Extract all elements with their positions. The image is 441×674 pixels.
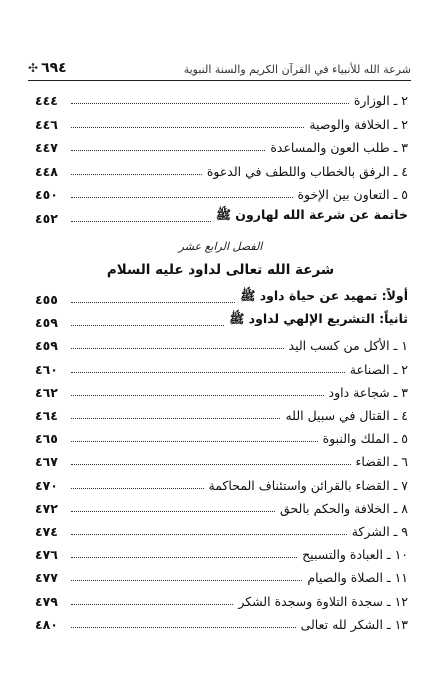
toc-entry bbox=[35, 206, 408, 226]
toc-entry-page: ٤٨٠ bbox=[35, 616, 58, 632]
dot-leader bbox=[71, 580, 302, 581]
dot-leader bbox=[71, 302, 235, 303]
dot-leader bbox=[71, 557, 297, 558]
toc-entry bbox=[35, 589, 408, 609]
dot-leader bbox=[71, 325, 224, 326]
dot-leader bbox=[71, 348, 284, 349]
dot-leader bbox=[71, 441, 318, 442]
toc-entry bbox=[35, 88, 408, 108]
dot-leader bbox=[71, 127, 304, 128]
toc-entry-title: ١٣ ـ الشكر لله تعالى bbox=[300, 616, 408, 632]
toc-entry bbox=[35, 496, 408, 516]
toc-entry-title: ٢ ـ الصناعة bbox=[349, 361, 408, 377]
toc-entry bbox=[35, 519, 408, 539]
toc-entry-title: ثانياً: التشريع الإلهي لداود ﷺ bbox=[229, 311, 408, 327]
toc-entry-page: ٤٧٦ bbox=[35, 547, 58, 563]
toc-entry-page: ٤٦٢ bbox=[35, 384, 58, 400]
toc-entry-page: ٤٦٧ bbox=[35, 454, 58, 470]
toc-entry-title: ٧ ـ القضاء بالقرائن واستئناف المحاكمة bbox=[208, 477, 408, 493]
toc-entry-title: ٣ ـ طلب العون والمساعدة bbox=[270, 140, 408, 155]
dot-leader bbox=[71, 221, 211, 222]
dot-leader bbox=[71, 150, 265, 151]
dot-leader bbox=[71, 103, 349, 104]
toc-entry-page: ٤٤٤ bbox=[35, 93, 58, 108]
toc-entry-page: ٤٦٠ bbox=[35, 361, 58, 377]
dot-leader bbox=[71, 534, 347, 535]
toc-entry bbox=[35, 565, 408, 585]
toc-entry bbox=[35, 112, 408, 132]
toc-entry bbox=[35, 449, 408, 469]
toc-entry-title: ٢ ـ الخلافة والوصية bbox=[309, 116, 408, 132]
ornament-icon: ✣ bbox=[28, 61, 39, 75]
dot-leader bbox=[71, 604, 233, 605]
dot-leader bbox=[71, 395, 324, 396]
dot-leader bbox=[71, 511, 275, 512]
page-number-group bbox=[28, 60, 67, 76]
dot-leader bbox=[71, 174, 202, 175]
dot-leader bbox=[71, 627, 296, 628]
toc-entry-title: أولاً: تمهيد عن حياة داود ﷺ bbox=[240, 288, 408, 303]
toc-entry-title: ١٢ ـ سجدة التلاوة وسجدة الشكر bbox=[238, 593, 408, 609]
toc-entry-page: ٤٥٠ bbox=[35, 187, 58, 202]
toc-entry-title: ٥ ـ التعاون بين الإخوة bbox=[297, 187, 408, 202]
toc-entry-title: ٤ ـ الرفق بالخطاب واللطف في الدعوة bbox=[206, 163, 408, 179]
toc-entry bbox=[35, 357, 408, 377]
toc-entry-title: ٤ ـ القتال في سبيل الله bbox=[285, 408, 408, 423]
toc-entry bbox=[35, 426, 408, 446]
toc-entry bbox=[35, 542, 408, 562]
toc-entry-page: ٤٥٩ bbox=[35, 338, 58, 354]
toc-entry-page: ٤٦٥ bbox=[35, 431, 58, 447]
toc-entry-page: ٤٧٩ bbox=[35, 593, 58, 609]
toc-entry-title: ١٠ ـ العبادة والتسبيح bbox=[302, 547, 408, 563]
page-number: ٦٩٤ bbox=[41, 60, 67, 76]
toc-entry bbox=[35, 473, 408, 493]
toc-entry bbox=[35, 333, 408, 353]
toc-entry-page: ٤٥٥ bbox=[35, 292, 58, 307]
running-title: شرعة الله للأنبياء في القرآن الكريم والسنة النبوية bbox=[183, 63, 411, 76]
toc-entry-title: ٦ ـ القضاء bbox=[355, 454, 408, 470]
dot-leader bbox=[71, 197, 293, 198]
chapter-title: شرعة الله تعالى لداود عليه السلام bbox=[106, 262, 335, 278]
toc-entry-title: ٣ ـ شجاعة داود bbox=[328, 384, 408, 400]
toc-entry-title: ١١ ـ الصلاة والصيام bbox=[307, 570, 408, 586]
toc-entry-page: ٤٥٩ bbox=[35, 315, 58, 331]
toc-entry-page: ٤٤٦ bbox=[35, 116, 58, 132]
toc-entry-title: ٨ ـ الخلافة والحكم بالحق bbox=[280, 500, 408, 516]
toc-entry bbox=[35, 310, 408, 330]
toc-entry-page: ٤٤٨ bbox=[35, 163, 58, 179]
toc-entry bbox=[35, 380, 408, 400]
toc-entry-page: ٤٤٧ bbox=[35, 140, 58, 155]
dot-leader bbox=[71, 418, 280, 419]
toc-entry-title: خاتمة عن شرعة الله لهارون ﷺ bbox=[215, 206, 408, 222]
toc-entry bbox=[35, 403, 408, 423]
toc-entry-page: ٤٧٢ bbox=[35, 500, 58, 516]
toc-entry-title: ١ ـ الأكل من كسب اليد bbox=[288, 338, 408, 354]
toc-entry bbox=[35, 159, 408, 179]
dot-leader bbox=[71, 488, 204, 489]
toc-entry-title: ٩ ـ الشركة bbox=[351, 524, 408, 539]
toc-entry-page: ٤٧٤ bbox=[35, 524, 58, 539]
dot-leader bbox=[71, 372, 345, 373]
dot-leader bbox=[71, 464, 351, 465]
toc-entry-page: ٤٦٤ bbox=[35, 408, 58, 423]
toc-entry bbox=[35, 182, 408, 202]
toc-entry-title: ٥ ـ الملك والنبوة bbox=[322, 431, 408, 447]
toc-entry bbox=[35, 287, 408, 307]
chapter-label: الفصل الرابع عشر bbox=[178, 240, 263, 253]
toc-entry-page: ٤٥٢ bbox=[35, 210, 58, 226]
page-header bbox=[28, 50, 411, 81]
toc-entry-page: ٤٧٠ bbox=[35, 477, 58, 493]
toc-entry-page: ٤٧٧ bbox=[35, 570, 58, 586]
toc-entry-title: ٢ ـ الوزارة bbox=[353, 93, 408, 108]
toc-entry bbox=[35, 135, 408, 155]
toc-entry bbox=[35, 612, 408, 632]
